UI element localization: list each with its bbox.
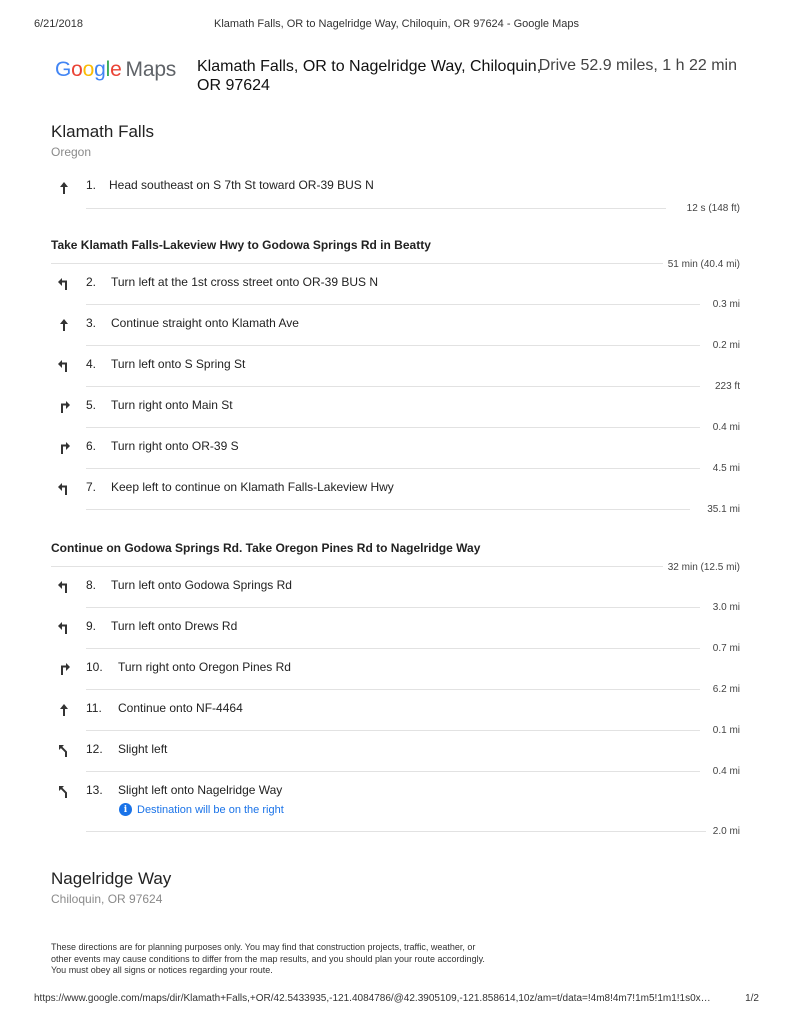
step-distance: 3.0 mi bbox=[712, 602, 740, 613]
print-page-title: Klamath Falls, OR to Nagelridge Way, Chiloquin, OR 97624 - Google Maps bbox=[214, 18, 579, 30]
step-number: 10. bbox=[86, 660, 103, 674]
turn-left-icon bbox=[57, 621, 71, 635]
slight-left-icon bbox=[57, 785, 71, 799]
section-distance: 51 min (40.4 mi) bbox=[667, 259, 740, 270]
step-distance: 6.2 mi bbox=[712, 684, 740, 695]
step-number: 4. bbox=[86, 357, 97, 371]
step-instruction: Head southeast on S 7th St toward OR-39 BUS N bbox=[109, 178, 374, 192]
step-distance: 0.4 mi bbox=[712, 422, 740, 433]
section-title: Continue on Godowa Springs Rd. Take Oregon Pines Rd to Nagelridge Way bbox=[51, 541, 481, 555]
straight-arrow-icon bbox=[57, 703, 71, 717]
step-divider bbox=[86, 345, 700, 346]
step-distance: 0.7 mi bbox=[712, 643, 740, 654]
turn-left-icon bbox=[57, 277, 71, 291]
section-title: Take Klamath Falls-Lakeview Hwy to Godowa Springs Rd in Beatty bbox=[51, 238, 431, 252]
turn-right-icon bbox=[57, 400, 71, 414]
step-divider bbox=[86, 208, 666, 209]
step-number: 5. bbox=[86, 398, 97, 412]
destination-note-text: Destination will be on the right bbox=[137, 803, 284, 816]
step-number: 6. bbox=[86, 439, 97, 453]
step-instruction: Turn right onto Main St bbox=[111, 398, 233, 412]
print-date: 6/21/2018 bbox=[34, 18, 83, 30]
step-divider bbox=[86, 386, 700, 387]
step-number: 3. bbox=[86, 316, 97, 330]
step-number: 9. bbox=[86, 619, 97, 633]
step-divider bbox=[86, 689, 700, 690]
page-number: 1/2 bbox=[745, 993, 759, 1004]
destination-sub: Chiloquin, OR 97624 bbox=[51, 892, 163, 906]
step-instruction: Slight left bbox=[118, 742, 168, 756]
step-number: 1. bbox=[86, 178, 97, 192]
step-instruction: Turn left at the 1st cross street onto OR-39 BUS N bbox=[111, 275, 378, 289]
step-divider bbox=[86, 427, 700, 428]
section-distance: 32 min (12.5 mi) bbox=[667, 562, 740, 573]
slight-left-icon bbox=[57, 744, 71, 758]
step-instruction: Turn left onto Drews Rd bbox=[111, 619, 238, 633]
destination-note bbox=[119, 803, 284, 816]
step-divider bbox=[86, 468, 700, 469]
step-distance: 12 s (148 ft) bbox=[686, 203, 740, 214]
step-number: 11. bbox=[86, 701, 102, 715]
step-instruction: Continue straight onto Klamath Ave bbox=[111, 316, 299, 330]
turn-left-icon bbox=[57, 580, 71, 594]
step-instruction: Slight left onto Nagelridge Way bbox=[118, 783, 283, 797]
turn-left-icon bbox=[57, 359, 71, 373]
step-distance: 0.2 mi bbox=[712, 340, 740, 351]
step-distance: 2.0 mi bbox=[712, 826, 740, 837]
step-instruction: Continue onto NF-4464 bbox=[118, 701, 243, 715]
straight-arrow-icon bbox=[57, 318, 71, 332]
step-distance: 0.3 mi bbox=[712, 299, 740, 310]
step-number: 13. bbox=[86, 783, 103, 797]
section-divider bbox=[51, 263, 663, 264]
step-divider bbox=[86, 771, 700, 772]
step-divider bbox=[86, 648, 700, 649]
straight-arrow-icon bbox=[57, 181, 71, 195]
step-divider bbox=[86, 730, 700, 731]
step-instruction: Turn left onto S Spring St bbox=[111, 357, 246, 371]
step-divider bbox=[86, 509, 690, 510]
step-distance: 223 ft bbox=[714, 381, 740, 392]
google-maps-logo[interactable]: Google Maps bbox=[55, 58, 177, 81]
destination-name: Nagelridge Way bbox=[51, 869, 172, 888]
step-number: 7. bbox=[86, 480, 97, 494]
origin-name: Klamath Falls bbox=[51, 122, 154, 141]
step-distance: 4.5 mi bbox=[712, 463, 740, 474]
step-instruction: Turn right onto Oregon Pines Rd bbox=[118, 660, 291, 674]
step-distance: 0.4 mi bbox=[712, 766, 740, 777]
print-url: https://www.google.com/maps/dir/Klamath+Falls,+OR/42.5433935,-121.4084786/@42.3905109,-121.858614,10z/am=t/data=!4m8!4m7!1m5!1m1!1s0x… bbox=[34, 993, 711, 1004]
route-title: Klamath Falls, OR to Nagelridge Way, Chiloquin, OR 97624 bbox=[197, 58, 542, 94]
step-divider bbox=[86, 831, 706, 832]
step-instruction: Turn right onto OR-39 S bbox=[111, 439, 239, 453]
step-number: 8. bbox=[86, 578, 97, 592]
turn-left-icon bbox=[57, 482, 71, 496]
turn-right-icon bbox=[57, 662, 71, 676]
step-number: 2. bbox=[86, 275, 97, 289]
route-summary: Drive 52.9 miles, 1 h 22 min bbox=[538, 57, 737, 74]
step-divider bbox=[86, 607, 700, 608]
step-divider bbox=[86, 304, 700, 305]
turn-right-icon bbox=[57, 441, 71, 455]
info-icon: i bbox=[119, 803, 132, 816]
disclaimer: These directions are for planning purposes only. You may find that construction projects, traffic, weather, or other events may cause conditions to differ from the map results, and you should plan your route accordingly. You must obey all signs or notices regarding your route. bbox=[51, 942, 485, 975]
step-instruction: Turn left onto Godowa Springs Rd bbox=[111, 578, 292, 592]
step-number: 12. bbox=[86, 742, 103, 756]
step-instruction: Keep left to continue on Klamath Falls-Lakeview Hwy bbox=[111, 480, 394, 494]
step-distance: 0.1 mi bbox=[712, 725, 740, 736]
section-divider bbox=[51, 566, 663, 567]
origin-sub: Oregon bbox=[51, 145, 92, 159]
step-distance: 35.1 mi bbox=[707, 504, 740, 515]
